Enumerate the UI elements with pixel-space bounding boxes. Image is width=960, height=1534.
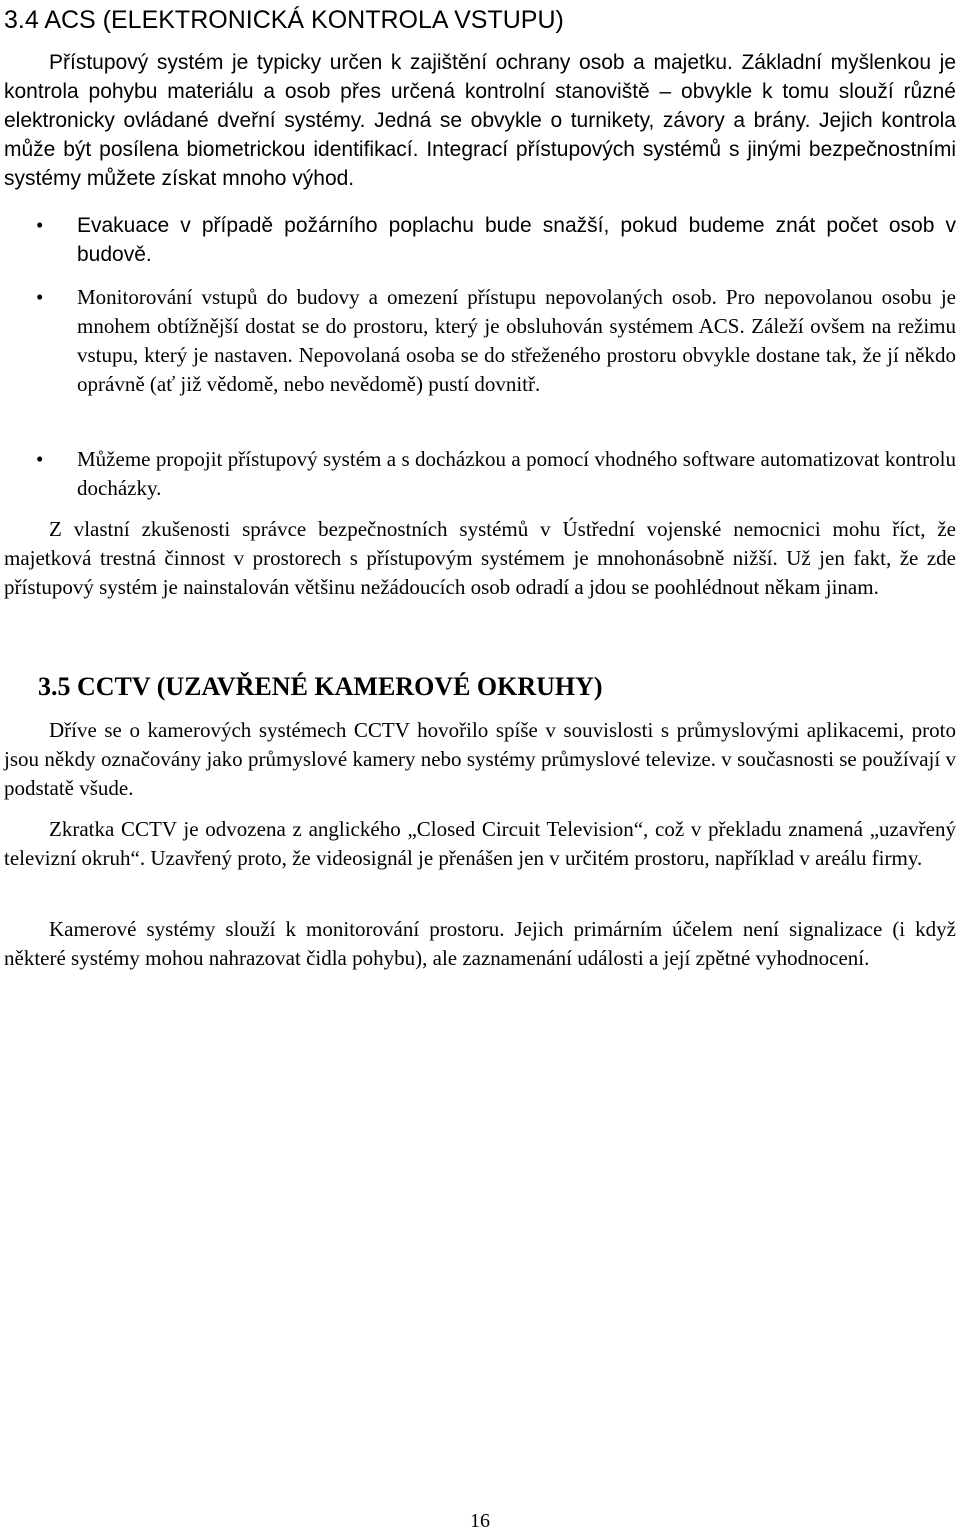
bullet-icon: • (36, 285, 44, 309)
bullet-text-monitoring: Monitorování vstupů do budovy a omezení přístupu nepovolaných osob. Pro nepovolanou osobu je mnohem obtížnější dostat se do prostoru, který je obsluhován systémem ACS. Záleží ovšem na režimu vstupu, který je nastaven. Nepovolaná osoba se do střeženého prostoru obvykle dostane tak, že jí někdo oprávně (ať již vědomě, nebo nevědomě) pustí dovnitř. (77, 285, 956, 396)
acs-closing-paragraph: Z vlastní zkušenosti správce bezpečnostních systémů v Ústřední vojenské nemocnici mohu říct, že majetková trestná činnost v prostorech s přístupovým systémem je mnohonásobně nižší. Už jen fakt, že zde přístupový systém je nainstalován většinu nežádoucích osob odradí a jdou se poohlédnout někam jinam. (4, 517, 956, 599)
section-heading-acs: 3.4 ACS (ELEKTRONICKÁ KONTROLA VSTUPU) (4, 6, 564, 34)
bullet-icon: • (36, 213, 44, 237)
bullet-icon: • (36, 447, 44, 471)
cctv-paragraph-purpose: Kamerové systémy slouží k monitorování prostoru. Jejich primárním účelem není signalizace (i když některé systémy mohou nahrazovat čidla pohybu), ale zaznamenání události a její zpětné vyhodnocení. (4, 917, 956, 970)
bullet-text-attendance: Můžeme propojit přístupový systém a s docházkou a pomocí vhodného software automatizovat kontrolu docházky. (77, 447, 956, 500)
cctv-paragraph-abbreviation: Zkratka CCTV je odvozena z anglického „Closed Circuit Television“, což v překladu znamená „uzavřený televizní okruh“. Uzavřený proto, že videosignál je přenášen jen v určitém prostoru, například v areálu firmy. (4, 817, 956, 870)
acs-intro-paragraph: Přístupový systém je typicky určen k zajištění ochrany osob a majetku. Základní myšlenkou je kontrola pohybu materiálu a osob přes určená kontrolní stanoviště – obvykle k tomu slouží různé elektronicky ovládané dveřní systémy. Jedná se obvykle o turnikety, závory a brány. Jejich kontrola může být posílena biometrickou identifikací. Integrací přístupových systémů s jinými bezpečnostními systémy můžete získat mnoho výhod. (4, 51, 956, 190)
section-heading-cctv: 3.5 CCTV (UZAVŘENÉ KAMEROVÉ OKRUHY) (38, 672, 603, 701)
bullet-text-evacuation: Evakuace v případě požárního poplachu bude snažší, pokud budeme znát počet osob v budově. (77, 214, 956, 266)
cctv-paragraph-history: Dříve se o kamerových systémech CCTV hovořilo spíše v souvislosti s průmyslovými aplikacemi, proto jsou někdy označovány jako průmyslové kamery nebo systémy průmyslové televize. v současnosti se používají v podstatě všude. (4, 718, 956, 800)
page-number: 16 (470, 1510, 490, 1532)
